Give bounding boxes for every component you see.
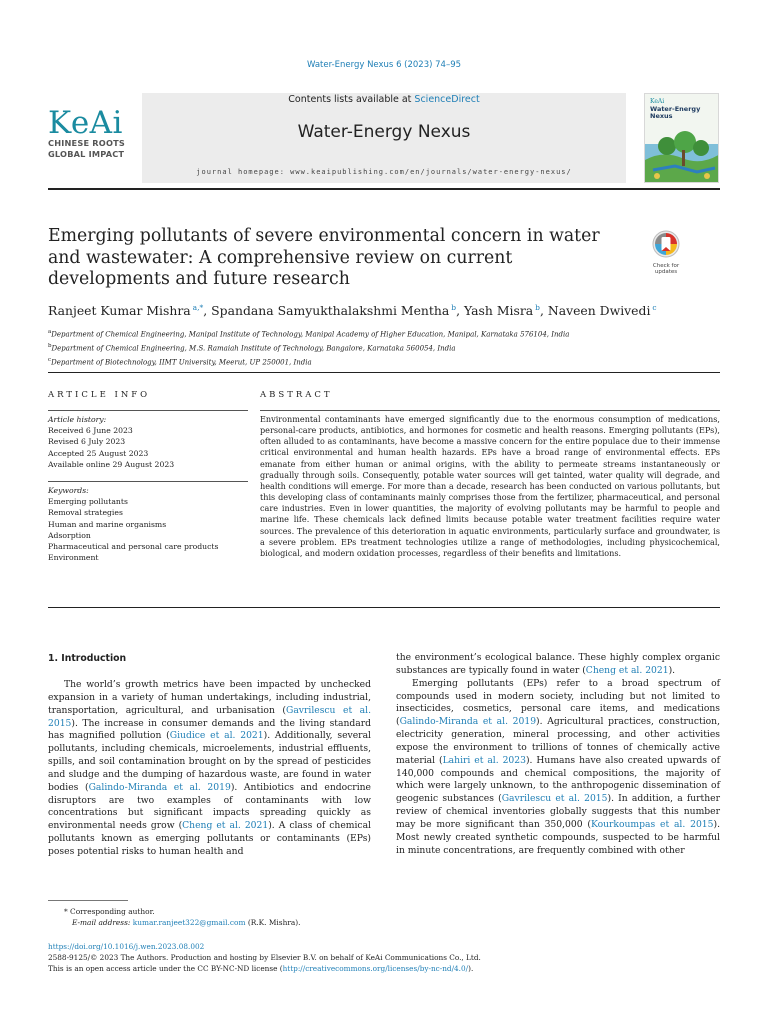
author-name: Ranjeet Kumar Mishra <box>48 303 191 319</box>
keyword: Pharmaceutical and personal care products <box>48 542 219 552</box>
logo-tagline: GLOBAL IMPACT <box>48 149 125 159</box>
contents-prefix: Contents lists available at <box>288 94 415 105</box>
article-history-label: Article history: <box>48 415 107 424</box>
body-text: ). Humans have also created upwards of 140,000 compounds and chemical compositions, the majority of which were largely unknown, to the anthropogenic dissemination of geogenic substances ( <box>396 754 720 805</box>
license-prefix: This is an open access article under the CC BY-NC-ND license ( <box>48 964 283 973</box>
history-entry: Received 6 June 2023 <box>48 426 133 436</box>
author-name: Yash Misra <box>463 303 534 319</box>
crossmark-label: Check for updates <box>652 263 680 275</box>
affiliation-line <box>48 327 720 341</box>
author-name: Spandana Samyukthalakshmi Mentha <box>211 303 450 319</box>
history-entry: Available online 29 August 2023 <box>48 459 175 469</box>
keyword: Emerging pollutants <box>48 497 128 507</box>
author-separator: , <box>456 303 464 319</box>
journal-cover-image <box>644 93 719 183</box>
history-entry: Accepted 25 August 2023 <box>48 448 149 458</box>
keyword: Adsorption <box>48 530 91 540</box>
article-history-list <box>48 425 248 470</box>
keyword: Removal strategies <box>48 508 123 518</box>
body-paragraph <box>48 679 371 859</box>
body-text: The world’s growth metrics have been impacted by unchecked expansion in a variety of human undertakings, including industrial, transportation, agricultural, and urbanisation ( <box>48 679 371 716</box>
article-title: Emerging pollutants of severe environmental concern in water and wastewater: A comprehensive review on current developments and future research <box>48 226 600 289</box>
article-info-divider <box>48 410 248 411</box>
body-text: ). A class of chemical pollutants known as emerging pollutants or contaminants (EPs) poses potential risks to human health and <box>48 820 371 857</box>
affiliation-text: Department of Chemical Engineering, Manipal Institute of Technology, Manipal Academy of Higher Education, Manipal, Karnataka 576104, India <box>51 330 570 339</box>
email-link[interactable]: kumar.ranjeet322@gmail.com <box>132 918 246 927</box>
author-affiliation-marker[interactable]: a,* <box>192 303 204 312</box>
body-text: ). Most newly created synthetic compounds, suspected to be harmful in minute concentrations, are frequently combined with other <box>396 818 720 856</box>
affiliation-text: Department of Biotechnology, IIMT University, Meerut, UP 250001, India <box>51 357 312 366</box>
publication-info <box>48 941 720 974</box>
affiliation-marker: b <box>48 342 52 349</box>
article-history <box>48 414 248 470</box>
author-name: Naveen Dwivedi <box>547 303 651 319</box>
abstract-bottom-divider <box>48 607 720 608</box>
author-separator: , <box>539 303 548 319</box>
body-text: the environment’s ecological balance. These highly complex organic substances are typically found in water ( <box>396 652 720 676</box>
section-heading-introduction: 1. Introduction <box>48 653 127 664</box>
title-divider <box>48 372 720 373</box>
corresponding-author-note: * Corresponding author. <box>64 907 155 916</box>
crossmark-icon <box>652 230 680 258</box>
header-divider <box>48 188 720 190</box>
citation-link[interactable]: Cheng et al. 2021 <box>585 664 669 676</box>
history-entry: Revised 6 July 2023 <box>48 437 126 447</box>
copyright-line: 2588-9125/© 2023 The Authors. Production and hosting by Elsevier B.V. on behalf of KeAi Communications Co., Ltd. <box>48 953 481 962</box>
citation-link[interactable]: Galindo-Miranda et al. 2019 <box>399 716 537 728</box>
email-suffix: (R.K. Mishra). <box>247 918 301 927</box>
body-text: ). Additionally, several pollutants, including chemicals, microelements, industrial effluents, spills, and soil contamination brought on by the spread of pesticides and sludge and the dumping of hazardous waste, are found in water bodies ( <box>48 730 371 793</box>
abstract-divider <box>260 410 720 411</box>
abstract-heading: ABSTRACT <box>260 390 333 400</box>
author-affiliation-marker[interactable]: b <box>451 303 457 312</box>
keyword: Environment <box>48 553 99 563</box>
affiliation-text: Department of Chemical Engineering, M.S. Ramaiah Institute of Technology, Bangalore, Karnataka 560054, India <box>51 344 456 353</box>
body-paragraph <box>396 678 720 858</box>
body-text: ). Agricultural practices, construction, electricity generation, mineral processing, and other activities expose the environment to trillions of tonnes of chemically active material ( <box>396 716 720 766</box>
journal-citation[interactable]: Water-Energy Nexus 6 (2023) 74–95 <box>306 60 462 70</box>
cover-logo: KeAi <box>650 98 665 105</box>
email-label: E-mail address: <box>72 918 131 927</box>
journal-name: Water-Energy Nexus <box>297 122 471 142</box>
keyword: Human and marine organisms <box>48 519 167 529</box>
contents-line <box>142 94 626 105</box>
affiliation-line <box>48 341 720 355</box>
footnotes <box>48 906 720 928</box>
keywords-block <box>48 485 248 563</box>
sciencedirect-link[interactable]: ScienceDirect <box>414 94 480 105</box>
license-suffix: ). <box>468 964 474 973</box>
footnote-divider <box>48 900 128 901</box>
affiliation-marker: a <box>48 329 52 335</box>
affiliation-line <box>48 355 720 369</box>
author-affiliation-marker[interactable]: b <box>535 303 540 312</box>
license-link[interactable]: http://creativecommons.org/licenses/by-nc-nd/4.0/ <box>282 964 469 973</box>
keywords-divider <box>48 481 248 482</box>
body-text: ). In addition, a further review of chemical inventories globally suggests that this number may be more significant than 350,000 ( <box>396 793 720 830</box>
abstract-text: Environmental contaminants have emerged significantly due to the enormous consumption of medications, personal-care products, antibiotics, and hormones for cosmetic and health reasons. Emerging pollutants (EPs), often alluded to as contaminants, have become a massive concern for the entire populace due to their immense critical environmental and human health hazards. EPs have a broad range of environmental effects. EPs emanate from either human or animal origins, with the ability to permeate streams instantaneously or gradually through soils. Consequently, potable water sources will get tainted, water quality will degrade, and health conditions will emerge. For more than a decade, research has been conducted on various pollutants, but this developing class of contaminants mainly comprises those from the fertilizer, pharmaceutical, and personal care industries. Even in lower quantities, the majority of evolving pollutants may be harmful to people and marine life. These chemicals lack defined limits because potable water treatment facilities require water sources. The prevalence of this deterioration in aquatic environments, particularly surface and groundwater, is a severe problem. EPs treatment technologies utilize a range of methodologies, including physicochemical, biological, and modern oxidation processes, regardless of their benefits and limitations. <box>260 414 720 558</box>
keai-logo <box>48 105 138 160</box>
license-line <box>48 963 720 974</box>
citation-link[interactable]: Gavrilescu et al. 2015 <box>48 704 372 729</box>
cover-art-icon <box>645 126 719 182</box>
citation-link[interactable]: Lahiri et al. 2023 <box>442 754 526 766</box>
citation-link[interactable]: Giudice et al. 2021 <box>169 730 264 742</box>
author-list <box>48 303 720 318</box>
doi-link[interactable]: https://doi.org/10.1016/j.wen.2023.08.002 <box>48 942 205 951</box>
body-text: ). Antibiotics and endocrine disruptors are two examples of contaminants with low concentrations but significant impacts spreading quickly as environmental needs grow ( <box>48 781 371 832</box>
author-affiliation-marker[interactable]: c <box>652 303 657 312</box>
author-separator: , <box>203 303 212 319</box>
citation-link[interactable]: Galindo-Miranda et al. 2019 <box>88 781 231 793</box>
body-text: Emerging pollutants (EPs) refer to a broad spectrum of compounds used in modern society, including but not limited to insecticides, cosmetics, personal care items, and medications ( <box>396 677 720 728</box>
body-text: ). The increase in consumer demands and the living standard has magnified pollution ( <box>48 717 371 742</box>
email-note <box>48 917 720 928</box>
citation-link[interactable]: Cheng et al. 2021 <box>182 820 269 832</box>
logo-wordmark: KeAi <box>48 105 123 141</box>
citation-link[interactable]: Kourkoumpas et al. 2015 <box>590 818 714 830</box>
body-text: ). <box>668 664 676 676</box>
keywords-label: Keywords: <box>48 486 89 495</box>
affiliations <box>48 327 720 368</box>
corresponding-author-text: Corresponding author. <box>70 907 155 916</box>
check-for-updates-button[interactable] <box>648 230 684 275</box>
keywords-list <box>48 496 248 563</box>
cover-title: Water-Energy Nexus <box>650 105 701 120</box>
body-column-left <box>48 679 371 859</box>
citation-link[interactable]: Gavrilescu et al. 2015 <box>501 793 608 805</box>
journal-homepage[interactable]: journal homepage: www.keaipublishing.com/en/journals/water-energy-nexus/ <box>196 168 572 176</box>
logo-tagline: CHINESE ROOTS <box>48 138 125 148</box>
body-column-right <box>396 652 720 858</box>
affiliation-marker: c <box>48 356 52 363</box>
body-paragraph-continuation <box>396 652 720 678</box>
article-info-heading: ARTICLE INFO <box>48 390 151 400</box>
